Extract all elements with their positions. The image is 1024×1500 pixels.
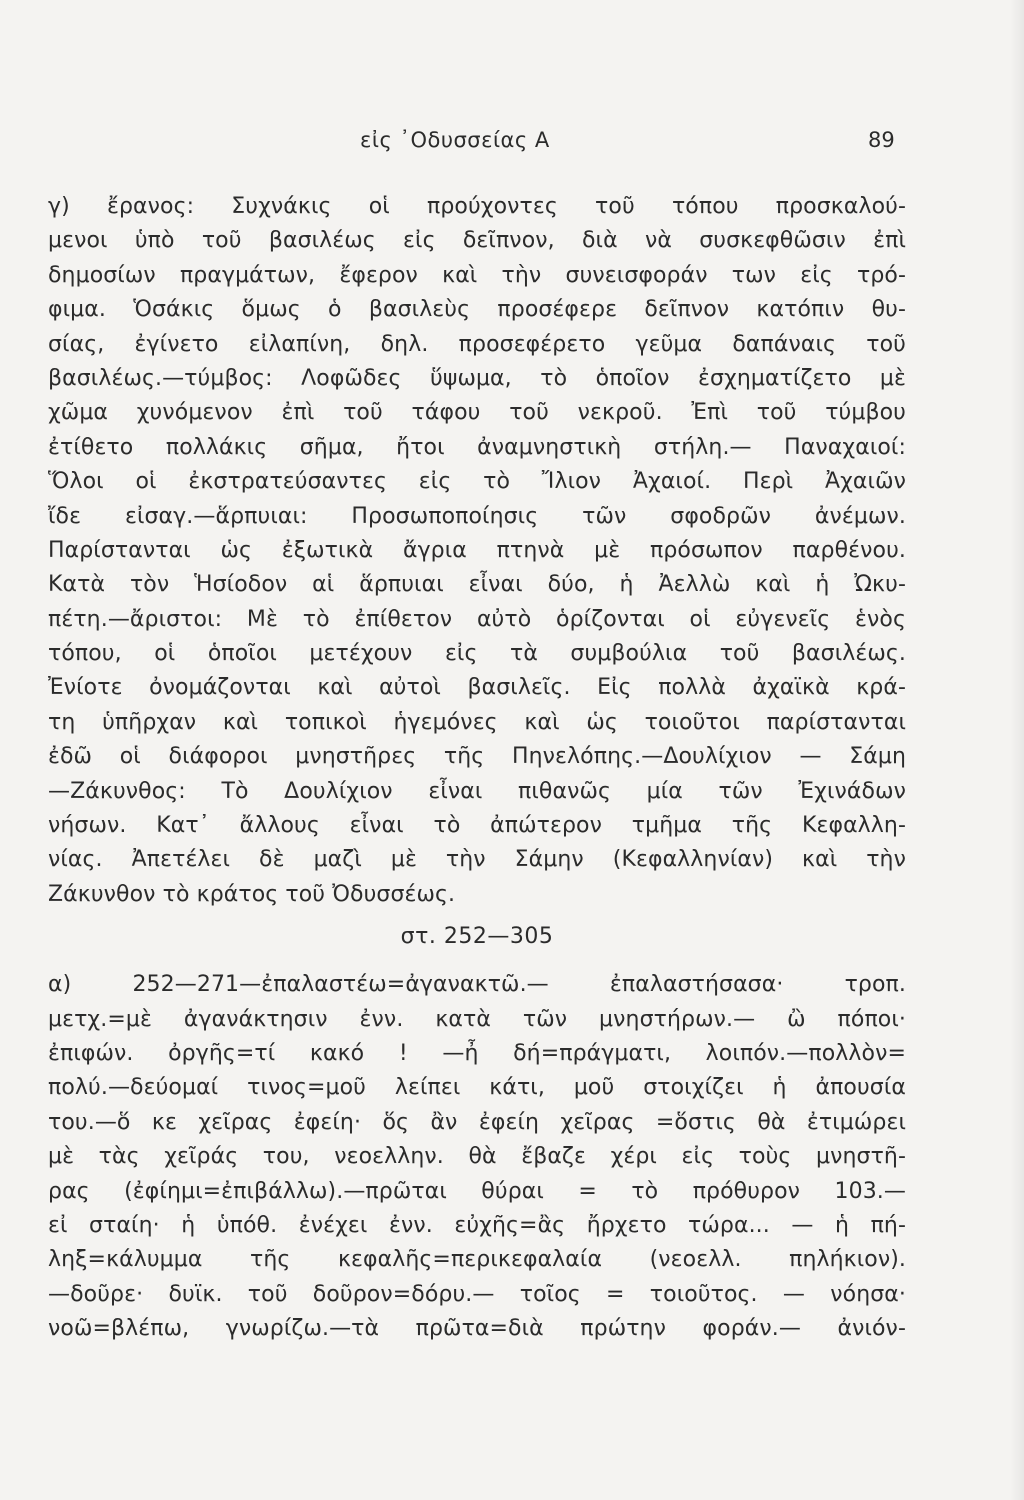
text-line: τόπου, οἱ ὁποῖοι μετέχουν εἰς τὰ συμβούλια τοῦ βασιλέως.: [48, 641, 906, 667]
commentary-paragraph-2: [48, 968, 906, 1346]
text-line: —Ζάκυνθος: Τὸ Δουλίχιον εἶναι πιθανῶς μία τῶν Ἐχινάδων: [48, 778, 906, 804]
text-line: πολύ.—δεύομαί τινος=μοῦ λείπει κάτι, μοῦ στοιχίζει ἡ ἀπουσία: [48, 1075, 906, 1101]
text-line: Παρίστανται ὡς ἐξωτικὰ ἄγρια πτηνὰ μὲ πρόσωπον παρθένου.: [48, 537, 906, 563]
text-line: βασιλέως.—τύμβος: Λοφῶδες ὕψωμα, τὸ ὁποῖον ἐσχηματίζετο μὲ: [48, 365, 906, 391]
text-line: ληξ=κάλυμμα τῆς κεφαλῆς=περικεφαλαία (νεοελλ. πηλήκιον).: [48, 1247, 906, 1273]
commentary-paragraph-1: [48, 190, 906, 912]
text-line: νίας. Ἀπετέλει δὲ μαζὶ μὲ τὴν Σάμην (Κεφαλληνίαν) καὶ τὴν: [48, 847, 906, 873]
text-line: του.—ὅ κε χεῖρας ἐφείη· ὅς ἂν ἐφείη χεῖρας =ὅστις θὰ ἐτιμώρει: [48, 1109, 906, 1135]
text-line: Κατὰ τὸν Ἡσίοδον αἱ ἅρπυιαι εἶναι δύο, ἡ Ἀελλὼ καὶ ἡ Ὠκυ-: [48, 572, 906, 598]
text-line: μενοι ὑπὸ τοῦ βασιλέως εἰς δεῖπνον, διὰ νὰ συσκεφθῶσιν ἐπὶ: [48, 228, 906, 254]
text-line: ἐδῶ οἱ διάφοροι μνηστῆρες τῆς Πηνελόπης.—Δουλίχιον — Σάμη: [48, 744, 906, 770]
text-line: α) 252—271—ἐπαλαστέω=ἀγανακτῶ.— ἐπαλαστήσασα· τροπ.: [48, 972, 906, 998]
text-line: σίας, ἐγίνετο εἰλαπίνη, δηλ. προσεφέρετο γεῦμα δαπάναις τοῦ: [48, 331, 906, 357]
text-line: νοῶ=βλέπω, γνωρίζω.—τὰ πρῶτα=διὰ πρώτην φοράν.— ἀνιόν-: [48, 1316, 906, 1342]
text-line: εἰ σταίη· ἡ ὑπόθ. ἐνέχει ἐνν. εὐχῆς=ἂς ἤρχετο τώρα... — ἡ πή-: [48, 1212, 906, 1238]
page-edge-shadow: [1010, 0, 1024, 1500]
text-line: τη ὑπῆρχαν καὶ τοπικοὶ ἡγεμόνες καὶ ὡς τοιοῦτοι παρίστανται: [48, 709, 906, 735]
text-line: χῶμα χυνόμενον ἐπὶ τοῦ τάφου τοῦ νεκροῦ. Ἐπὶ τοῦ τύμβου: [48, 400, 906, 426]
text-line: ρας (ἐφίημι=ἐπιβάλλω).—πρῶται θύραι = τὸ πρόθυρον 103.—: [48, 1178, 906, 1204]
running-header: [0, 128, 1024, 160]
commentary-text: [48, 190, 906, 1347]
text-line: γ) ἔρανος: Συχνάκις οἱ προύχοντες τοῦ τόπου προσκαλού-: [48, 194, 906, 219]
running-title: εἰς ᾿Οδυσσείας Α: [360, 128, 550, 152]
text-line: δημοσίων πραγμάτων, ἔφερον καὶ τὴν συνεισφοράν των εἰς τρό-: [48, 262, 906, 288]
text-line: μὲ τὰς χεῖράς του, νεοελλην. θὰ ἔβαζε χέρι εἰς τοὺς μνηστῆ-: [48, 1144, 906, 1170]
text-line: Ὅλοι οἱ ἐκστρατεύσαντες εἰς τὸ Ἴλιον Ἀχαιοί. Περὶ Ἀχαιῶν: [48, 469, 906, 495]
page-number: 89: [868, 128, 895, 152]
text-line: Ζάκυνθον τὸ κράτος τοῦ Ὀδυσσέως.: [48, 881, 456, 907]
text-line: φιμα. Ὁσάκις ὅμως ὁ βασιλεὺς προσέφερε δεῖπνον κατόπιν θυ-: [48, 297, 906, 323]
text-line: —δοῦρε· δυϊκ. τοῦ δοῦρον=δόρυ.— τοῖος = τοιοῦτος. — νόησα·: [48, 1281, 906, 1307]
text-line: Ἐνίοτε ὀνομάζονται καὶ αὐτοὶ βασιλεῖς. Εἰς πολλὰ ἀχαϊκὰ κρά-: [48, 675, 906, 701]
text-line: πέτη.—ἄριστοι: Μὲ τὸ ἐπίθετον αὐτὸ ὁρίζονται οἱ εὐγενεῖς ἑνὸς: [48, 606, 906, 632]
text-line: ἴδε εἰσαγ.—ἅρπυιαι: Προσωποποίησις τῶν σφοδρῶν ἀνέμων.: [48, 503, 906, 529]
text-line: ἐπιφών. ὀργῆς=τί κακό ! —ἦ δή=πράγματι, λοιπόν.—πολλὸν=: [48, 1040, 906, 1066]
text-line: μετχ.=μὲ ἀγανάκτησιν ἐνν. κατὰ τῶν μνηστήρων.— ὢ πόποι·: [48, 1006, 906, 1032]
section-heading: στ. 252—305: [400, 924, 554, 950]
text-line: ἐτίθετο πολλάκις σῆμα, ἤτοι ἀναμνηστικὴ στήλη.— Παναχαιοί:: [48, 434, 906, 460]
text-line: νήσων. Κατ᾿ ἄλλους εἶναι τὸ ἀπώτερον τμῆμα τῆς Κεφαλλη-: [48, 813, 906, 839]
